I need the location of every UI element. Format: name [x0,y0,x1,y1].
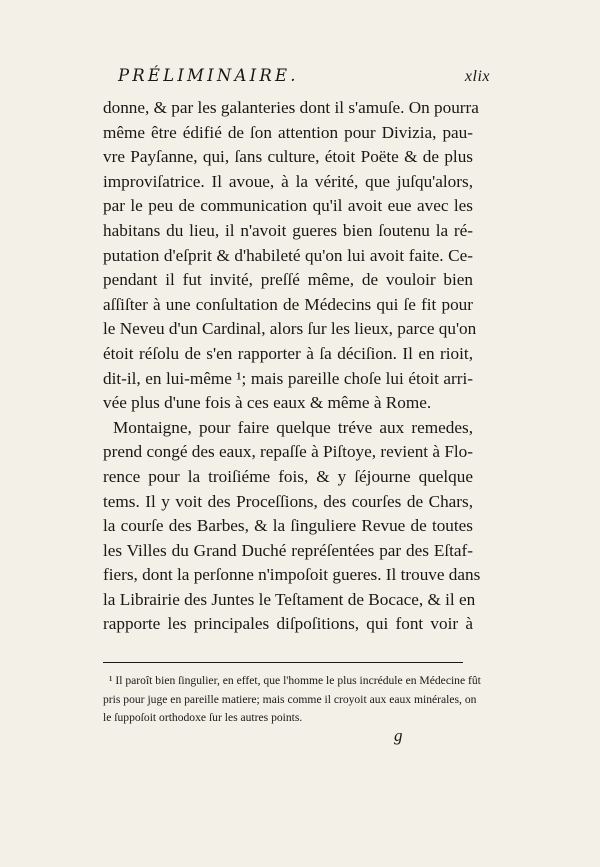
footnote-line: le ſuppoſoit orthodoxe ſur les autres points. [103,711,303,725]
text-line: vée plus d'une fois à ces eaux & même à Rome. [103,393,432,413]
text-line: aſſiſter à une conſultation de Médecins qui ſe fit pour [103,294,473,314]
text-line: étoit réſolu de s'en rapporter à ſa déciſion. Il en rioit, [103,343,473,363]
text-line: même être édifié de ſon attention pour Divizia, pau- [103,122,473,142]
footnote-rule [103,662,463,663]
text-line: improviſatrice. Il avoue, à la vérité, que juſqu'alors, [103,171,473,191]
text-line: putation d'eſprit & d'habileté qu'on lui avoit faite. Ce- [103,245,473,265]
text-line: tems. Il y voit des Proceſſions, des courſes de Chars, [103,491,473,511]
text-line: la Librairie des Juntes le Teſtament de Bocace, & il en [103,589,476,609]
body-text [103,96,481,637]
text-line: pendant il fut invité, preſſé même, de vouloir bien [103,270,473,290]
text-line: Montaigne, pour faire quelque tréve aux remedes, [113,417,473,437]
text-line: le Neveu d'un Cardinal, alors ſur les lieux, parce qu'on [103,319,477,339]
page-number: xlix [464,68,490,85]
text-line: la courſe des Barbes, & la ſinguliere Revue de toutes [103,516,473,536]
text-line: les Villes du Grand Duché repréſentées par des Eſtaf- [103,540,473,560]
text-line: rapporte les principales diſpoſitions, qui font voir à [103,614,473,634]
text-line: habitans du lieu, il n'avoit gueres bien ſoutenu la ré- [103,220,473,240]
text-line: rence pour la troiſiéme fois, & y ſéjourne quelque [103,466,473,486]
running-head [118,66,490,90]
signature-mark: g [394,726,403,745]
text-line: dit-il, en lui-même ¹; mais pareille choſe lui étoit arri- [103,368,473,388]
footnote-line: ¹ Il paroît bien ſingulier, en effet, que l'homme le plus incrédule en Médecine fût [109,674,481,687]
text-line: fiers, dont la perſonne n'impoſoit gueres. Il trouve dans [103,565,481,585]
running-title: PRÉLIMINAIRE. [118,66,299,85]
footnote-line: pris pour juge en pareille matiere; mais comme il croyoit aux eaux minérales, on [103,692,477,706]
text-line: par le peu de communication qu'il avoit eue avec les [103,196,473,216]
text-line: prend congé des eaux, repaſſe à Piſtoye, revient à Flo- [103,442,473,462]
footnote [103,672,481,728]
text-line: vre Payſanne, qui, ſans culture, étoit Poëte & de plus [103,147,473,167]
text-line: donne, & par les galanteries dont il s'amuſe. On pourra [103,98,479,117]
